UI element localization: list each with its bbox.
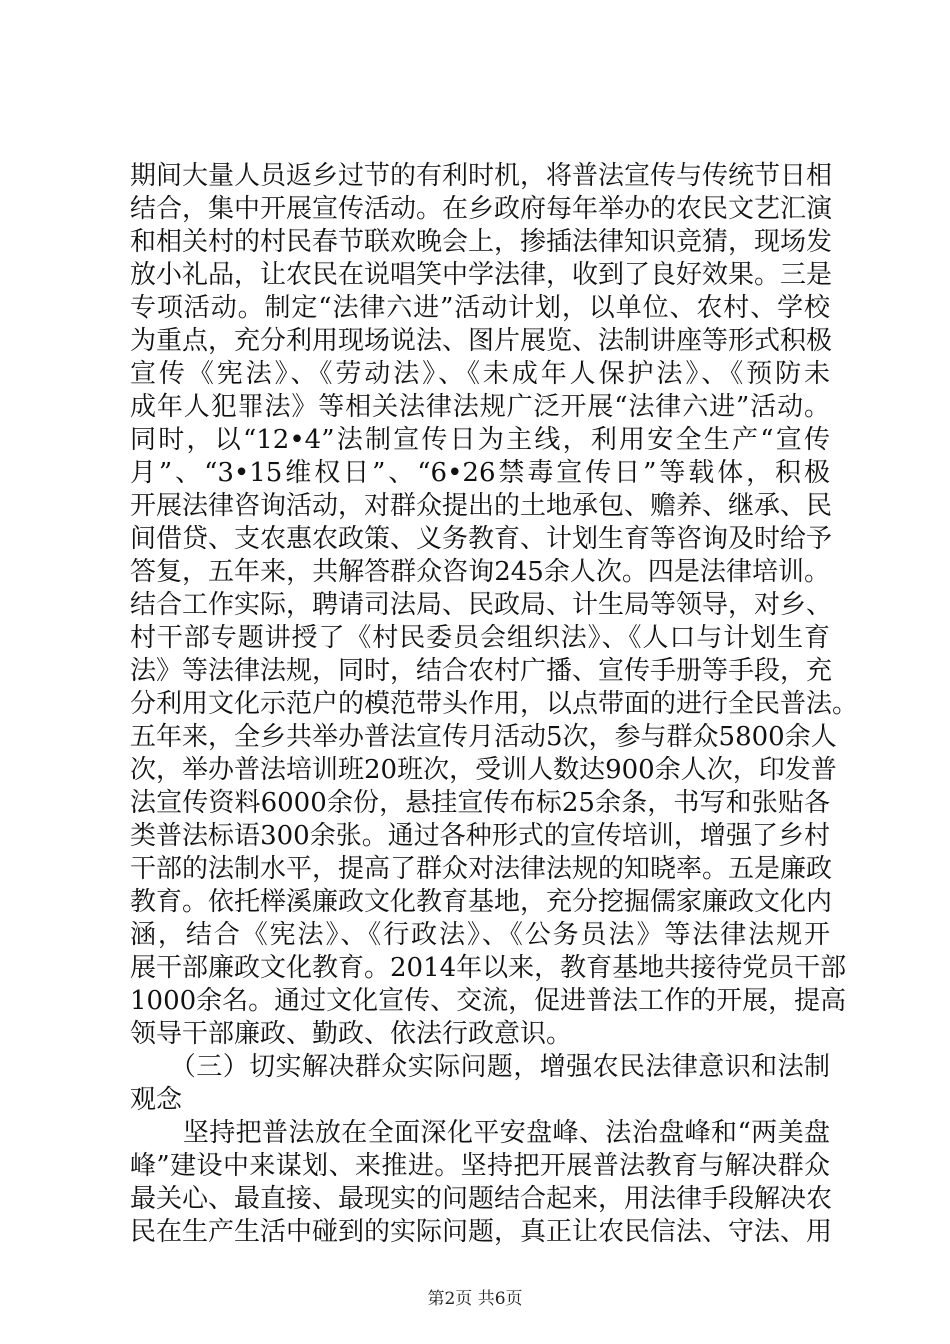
text-line: 开展法律咨询活动，对群众提出的土地承包、赡养、继承、民: [130, 491, 833, 521]
text-line: 期间大量人员返乡过节的有利时机，将普法宣传与传统节日相: [130, 161, 833, 191]
text-line: 宣传《宪法》、《劳动法》、《未成年人保护法》、《预防未: [130, 359, 830, 389]
text-line: 次，举办普法培训班20班次，受训人数达900余人次，印发普: [130, 755, 837, 785]
section-heading-line: （三）切实解决群众实际问题，增强农民法律意识和法制: [130, 1052, 830, 1082]
text-line: 间借贷、支农惠农政策、义务教育、计划生育等咨询及时给予: [130, 524, 833, 554]
text-line: 和相关村的村民春节联欢晚会上，掺插法律知识竞猜，现场发: [130, 227, 833, 257]
text-line: 坚持把普法放在全面深化平安盘峰、法治盘峰和“两美盘: [130, 1118, 830, 1148]
section-heading-line: 观念: [130, 1085, 183, 1115]
text-line: 教育。依托榉溪廉政文化教育基地，充分挖掘儒家廉政文化内: [130, 887, 833, 917]
text-line: 法》等法律法规，同时，结合农村广播、宣传手册等手段，充: [130, 656, 833, 686]
text-line: 分利用文化示范户的模范带头作用，以点带面的进行全民普法。: [130, 689, 859, 719]
text-line: 月”、“3•15维权日”、“6•26禁毒宣传日”等载体，积极: [130, 458, 830, 488]
text-line: 专项活动。制定“法律六进”活动计划，以单位、农村、学校: [130, 293, 830, 323]
page-footer: [0, 1288, 950, 1310]
text-line: 领导干部廉政、勤政、依法行政意识。: [130, 1019, 573, 1049]
text-line: 展干部廉政文化教育。2014年以来，教育基地共接待党员干部: [130, 953, 847, 983]
text-line: 村干部专题讲授了《村民委员会组织法》、《人口与计划生育: [130, 623, 830, 653]
text-line: 最关心、最直接、最现实的问题结合起来，用法律手段解决农: [130, 1184, 833, 1214]
text-line: 峰”建设中来谋划、来推进。坚持把开展普法教育与解决群众: [130, 1151, 830, 1181]
body-text: [130, 160, 859, 1249]
text-line: 成年人犯罪法》等相关法律法规广泛开展“法律六进”活动。: [130, 392, 830, 422]
text-line: 类普法标语300余张。通过各种形式的宣传培训，增强了乡村: [130, 821, 830, 851]
text-line: 五年来，全乡共举办普法宣传月活动5次，参与群众5800余人: [130, 722, 837, 752]
text-line: 同时，以“12•4”法制宣传日为主线，利用安全生产“宣传: [130, 425, 830, 455]
text-line: 干部的法制水平，提高了群众对法律法规的知晓率。五是廉政: [130, 854, 833, 884]
text-line: 民在生产生活中碰到的实际问题，真正让农民信法、守法、用: [130, 1217, 833, 1247]
text-line: 1000余名。通过文化宣传、交流，促进普法工作的开展，提高: [130, 986, 847, 1016]
page-number-label: 第2页 共6页: [427, 1289, 523, 1309]
text-line: 为重点，充分利用现场说法、图片展览、法制讲座等形式积极: [130, 326, 833, 356]
text-line: 放小礼品，让农民在说唱笑中学法律，收到了良好效果。三是: [130, 260, 833, 290]
text-line: 结合，集中开展宣传活动。在乡政府每年举办的农民文艺汇演: [130, 194, 833, 224]
text-line: 结合工作实际，聘请司法局、民政局、计生局等领导，对乡、: [130, 590, 833, 620]
text-line: 答复，五年来，共解答群众咨询245余人次。四是法律培训。: [130, 557, 830, 587]
text-line: 法宣传资料6000余份，悬挂宣传布标25余条，书写和张贴各: [130, 788, 830, 818]
text-line: 涵，结合《宪法》、《行政法》、《公务员法》等法律法规开: [130, 920, 830, 950]
